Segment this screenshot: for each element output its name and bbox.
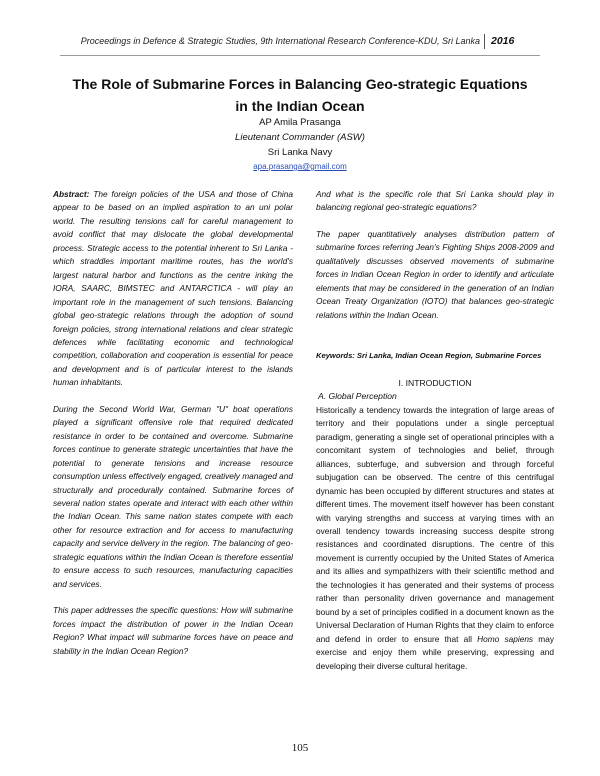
- abstract-paragraph-4: And what is the specific role that Sri Lanka should play in balancing regional geo-strategic equations?: [316, 189, 554, 213]
- right-column-abstract: [316, 188, 554, 322]
- page-number: 105: [291, 742, 309, 754]
- paper-title-line-2: in the Indian Ocean: [235, 98, 365, 114]
- header-rule: [60, 55, 540, 56]
- subsection-heading-global-perception: A. Global Perception: [318, 391, 397, 402]
- author-org: Sri Lanka Navy: [267, 147, 333, 158]
- introduction-section: [316, 377, 554, 673]
- abstract-paragraph-3: This paper addresses the specific questions: How will submarine forces impact the distribution of power in the Indian Ocean Region? What impact will submarine forces have on peace and stability in the Indian Ocean Region?: [53, 605, 293, 656]
- author-email-link[interactable]: apa.prasanga@gmail.com: [253, 162, 347, 171]
- author-email-wrap: [60, 160, 540, 173]
- abstract-label: Abstract:: [53, 189, 90, 199]
- paper-title: [60, 73, 540, 117]
- introduction-paragraph: [316, 404, 554, 673]
- intro-body-part-b: may exercise and enjoy them while preserving, expressing and developing their diverse cultural heritage.: [316, 633, 554, 671]
- author-name: AP Amila Prasanga: [259, 117, 341, 128]
- abstract-p1-text: The foreign policies of the USA and those of China appear to be based on an implied aspiration to an uni polar world. The resulting tensions call for careful management to avoid conflict that may dislocate the global developmental process. Strategic access to the potential inherent to Sri Lanka - which straddles important maritime routes, has the world's largest natural harbor and functions as the centre inking the IORA, SAARC, BIMSTEC and ANTARCTICA - will play an important role in the management of such tensions. Balancing global geo-strategic relations through the adoption of sound foreign policies, strong international relations and clear strategic defences while facilitating economic and technological competition, collaboration and cooperation is essential for peace and development and is of particular interest to the islands human inhabitants.: [53, 189, 294, 388]
- abstract-paragraph-2: During the Second World War, German "U" boat operations played a significant offensive role that required dedicated resistance in order to be contained and overcome. Submarine forces continue to generate strategic uncertainties that have the potential to generate tensions and increase resource consumption unless effectively engaged, creatively managed and structurally and procedurally contained. Submarine forces of several nation states operate and interact with each other within the Indian Ocean. This same nation states compete with each other for resource extraction and for access to manufacturing capacity and service delivery in the region. The balancing of geo-strategic equations within the Indian Ocean is therefore essential to ensure access to such resources, manufacturing capacities and services.: [53, 403, 293, 589]
- abstract-paragraph-1: [53, 188, 293, 390]
- abstract-paragraph-5: The paper quantitatively analyses distribution pattern of submarine forces referring Jean's Fighting Ships 2008-2009 and qualitatively discusses observed movements of submarine forces in Indian Ocean Region in order to identify and articulate elements that may be considered in the generation of an Indian Ocean Treaty Organization (IOTO) that balances geo-strategic relations within the Indian Ocean.: [316, 228, 554, 320]
- keywords: Keywords: Sri Lanka, Indian Ocean Region, Submarine Forces: [316, 351, 542, 360]
- paper-title-line-1: The Role of Submarine Forces in Balancing Geo-strategic Equations: [72, 76, 528, 92]
- running-header-year: 2016: [484, 34, 518, 49]
- intro-body-part-a: Historically a tendency towards the integration of large areas of territory and their populations under a single perceptual paradigm, generating a single set of operational principles with a concomitant system of technologies and belief, through alliances, subterfuge, and subversion and through forceful subjugation can be observed. The centre of this centrifugal dynamic has been occupied by different structures and states at different times. The movement itself however has been constant with varying strengths and success at varying times with an overall tendency towards increasing success despite strong resistances and coordinated disruptions. The centre of this movement is currently occupied by the United States of America and its allies and sympathizers with their scientific method and the technologies it has generated and their systems of process rather than personality driven governance and management bound by a set of principles codified in a document known as the Universal Declaration of Human Rights that they claim to enforce and defend in order to ensure that all: [316, 404, 554, 644]
- intro-body-emphasis: Homo sapiens: [477, 633, 534, 644]
- left-column: [53, 188, 293, 658]
- running-header: [60, 34, 540, 52]
- running-header-title: Proceedings in Defence & Strategic Studies, 9th International Research Conference-KDU, Sri Lanka: [80, 36, 480, 46]
- section-heading-introduction: I. INTRODUCTION: [398, 378, 472, 388]
- keywords-block: [316, 349, 554, 362]
- author-rank: Lieutenant Commander (ASW): [235, 132, 365, 143]
